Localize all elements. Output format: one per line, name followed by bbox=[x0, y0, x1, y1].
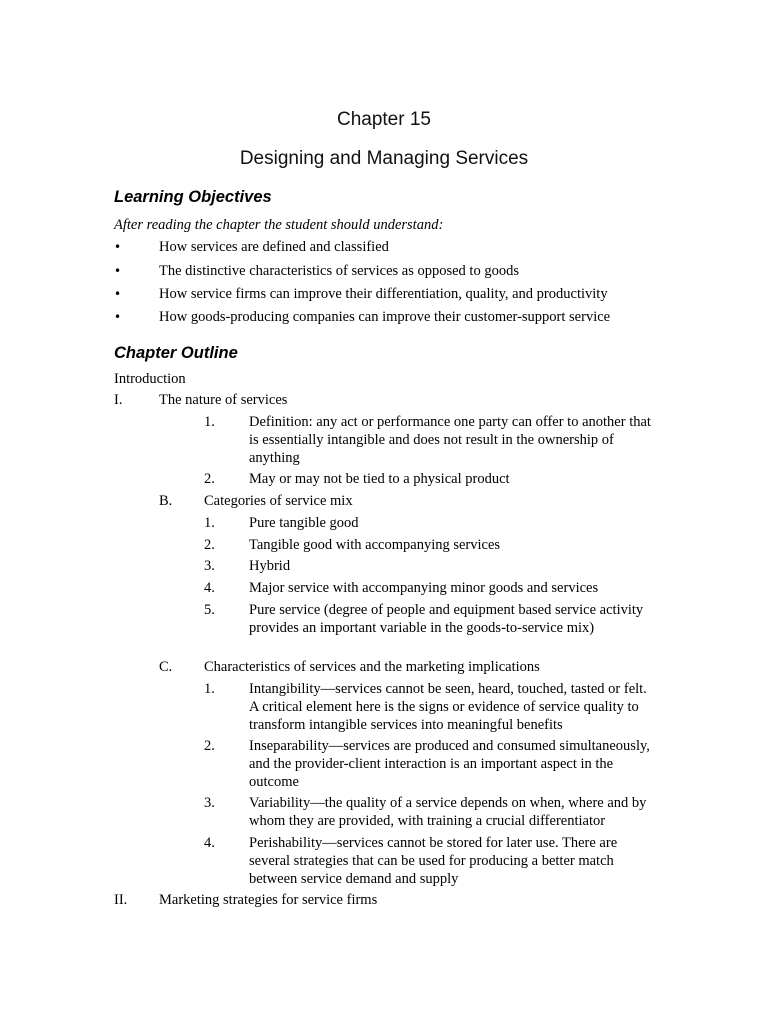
outline-text: Definition: any act or performance one party can offer to another that is essentially intangible and does not result in the ownership of anything bbox=[249, 414, 651, 466]
outline-text: Characteristics of services and the marketing implications bbox=[204, 659, 540, 675]
bullet-icon: • bbox=[114, 310, 122, 324]
chapter-number: Chapter 15 bbox=[336, 109, 431, 130]
outline-text: Intangibility—services cannot be seen, heard, touched, tasted or felt. A critical element here is the signs or evidence of service quality to transform intangible services into meaningful benefits bbox=[249, 681, 647, 733]
outline-marker: 4. bbox=[204, 835, 215, 851]
outline-marker: 1. bbox=[204, 414, 215, 430]
bullet-icon: • bbox=[114, 287, 122, 301]
outline-text: May or may not be tied to a physical product bbox=[249, 471, 510, 487]
outline-marker: 4. bbox=[204, 580, 215, 596]
outline-text: Introduction bbox=[114, 371, 186, 387]
chapter-title: Designing and Managing Services bbox=[239, 148, 529, 169]
bullet-icon: • bbox=[114, 240, 122, 254]
outline-marker: 3. bbox=[204, 558, 215, 574]
outline-marker: 3. bbox=[204, 795, 215, 811]
outline-marker: II. bbox=[114, 892, 128, 908]
objective-text: How services are defined and classified bbox=[159, 239, 389, 255]
learning-objectives-intro: After reading the chapter the student should understand: bbox=[114, 217, 444, 233]
outline-marker: 1. bbox=[204, 515, 215, 531]
objective-text: The distinctive characteristics of services as opposed to goods bbox=[159, 263, 519, 279]
bullet-icon: • bbox=[114, 264, 122, 278]
objective-text: How service firms can improve their differentiation, quality, and productivity bbox=[159, 286, 608, 302]
outline-text: Tangible good with accompanying services bbox=[249, 537, 501, 553]
outline-text: Marketing strategies for service firms bbox=[159, 892, 378, 908]
chapter-outline-heading: Chapter Outline bbox=[114, 344, 238, 362]
outline-marker: 2. bbox=[204, 738, 215, 754]
learning-objectives-heading: Learning Objectives bbox=[114, 188, 272, 206]
outline-text: Variability—the quality of a service depends on when, where and by whom they are provided, with training a crucial differentiator bbox=[249, 795, 647, 829]
outline-marker: 2. bbox=[204, 471, 215, 487]
outline-text: The nature of services bbox=[159, 392, 288, 408]
outline-marker: 1. bbox=[204, 681, 215, 697]
outline-marker: 5. bbox=[204, 602, 215, 618]
outline-text: Perishability—services cannot be stored for later use. There are several strategies that can be used for producing a better match between service demand and supply bbox=[249, 835, 618, 887]
outline-text: Categories of service mix bbox=[204, 493, 353, 509]
outline-text: Hybrid bbox=[249, 558, 291, 574]
outline-text: Pure tangible good bbox=[249, 515, 359, 531]
outline-text: Inseparability—services are produced and consumed simultaneously, and the provider-client interaction is an important aspect in the outcome bbox=[249, 738, 650, 790]
outline-marker: 2. bbox=[204, 537, 215, 553]
outline-text: Pure service (degree of people and equipment based service activity provides an important variable in the goods-to-service mix) bbox=[249, 602, 644, 636]
outline-marker: I. bbox=[114, 392, 123, 408]
outline-marker: B. bbox=[159, 493, 173, 509]
outline-text: Major service with accompanying minor goods and services bbox=[249, 580, 599, 596]
objective-text: How goods-producing companies can improve their customer-support service bbox=[159, 309, 611, 325]
outline-marker: C. bbox=[159, 659, 173, 675]
